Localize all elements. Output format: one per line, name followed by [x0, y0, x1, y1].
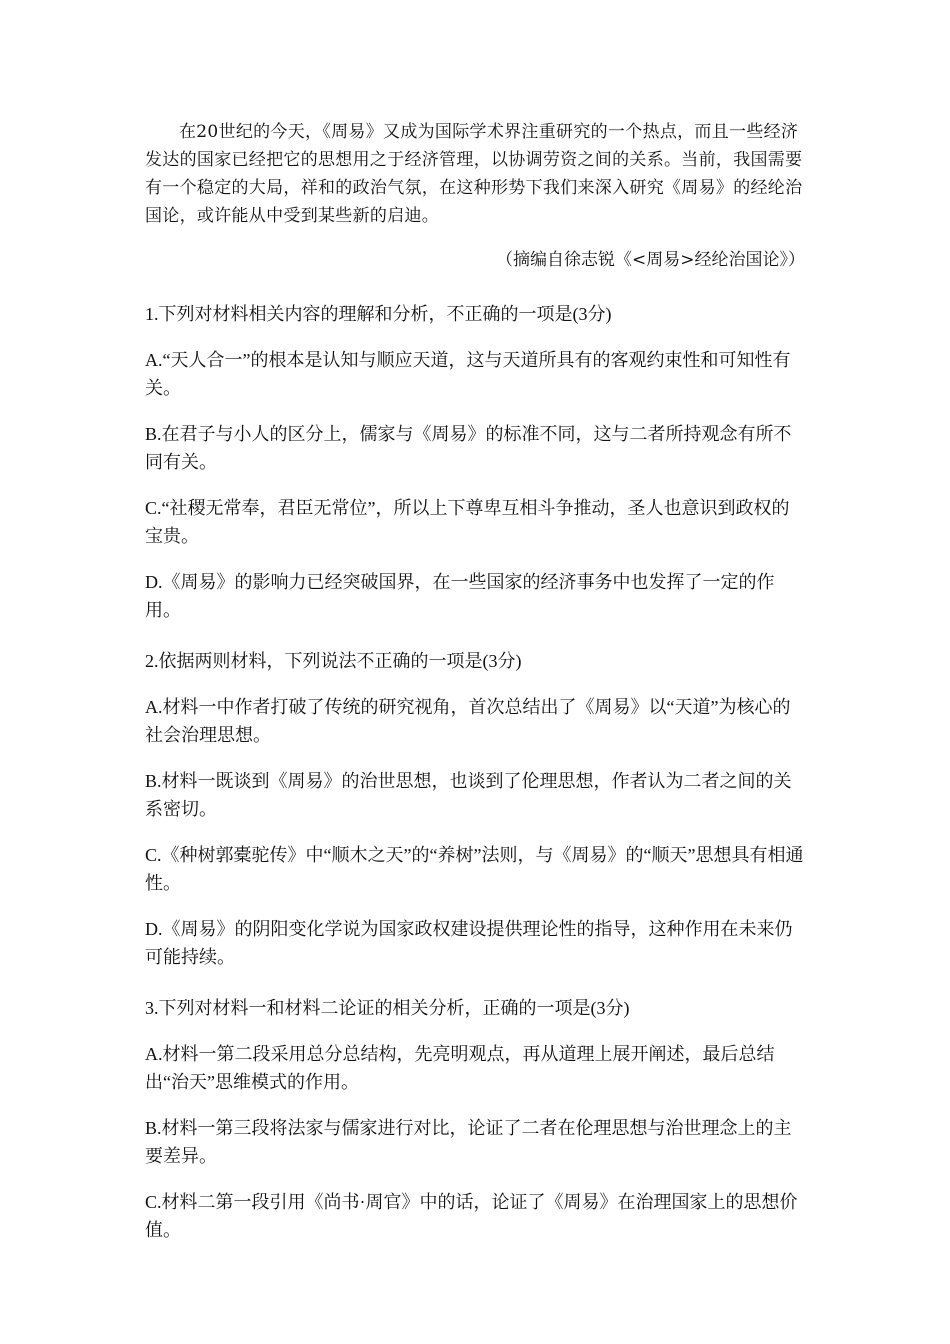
option-b: B.在君子与小人的区分上，儒家与《周易》的标准不同，这与二者所持观念有所不同有关。 — [145, 424, 792, 472]
option-d: D.《周易》的影响力已经突破国界，在一些国家的经济事务中也发挥了一定的作用。 — [145, 572, 775, 620]
option-b: B.材料一第三段将法家与儒家进行对比，论证了二者在伦理思想与治世理念上的主要差异。 — [145, 1118, 792, 1166]
option-c: C.材料二第一段引用《尚书·周官》中的话，论证了《周易》在治理国家上的思想价值。 — [145, 1192, 798, 1240]
question-2 — [145, 647, 805, 971]
question-stem: 1.下列对材料相关内容的理解和分析，不正确的一项是(3分) — [145, 304, 612, 324]
option-d: D.《周易》的阴阳变化学说为国家政权建设提供理论性的指导，这种作用在未来仍可能持续。 — [145, 919, 793, 967]
option-c: C.《种树郭橐驼传》中“顺木之天”的“养树”法则，与《周易》的“顺天”思想具有相通性。 — [145, 845, 804, 893]
option-b: B.材料一既谈到《周易》的治世思想，也谈到了伦理思想，作者认为二者之间的关系密切。 — [145, 771, 792, 819]
question-3 — [145, 994, 805, 1244]
option-a: A.“天人合一”的根本是认知与顺应天道，这与天道所具有的客观约束性和可知性有关。 — [145, 350, 791, 398]
option-a: A.材料一第二段采用总分总结构，先亮明观点，再从道理上展开阐述，最后总结出“治天”思维模式的作用。 — [145, 1044, 775, 1092]
option-c: C.“社稷无常奉，君臣无常位”，所以上下尊卑互相斗争推动，圣人也意识到政权的宝贵。 — [145, 498, 790, 546]
passage-paragraph: 在20世纪的今天，《周易》又成为国际学术界注重研究的一个热点，而且一些经济发达的国家已经把它的思想用之于经济管理，以协调劳资之间的关系。当前，我国需要有一个稳定的大局，祥和的政治气氛，在这种形势下我们来深入研究《周易》的经纶治国论，或许能从中受到某些新的启迪。 — [145, 122, 803, 226]
document-page — [145, 118, 805, 1244]
question-stem: 3.下列对材料一和材料二论证的相关分析，正确的一项是(3分) — [145, 998, 630, 1018]
passage-source: （摘编自徐志锐《<周易>经纶治国论》） — [496, 250, 805, 270]
option-a: A.材料一中作者打破了传统的研究视角，首次总结出了《周易》以“天道”为核心的社会治理思想。 — [145, 697, 791, 745]
question-stem: 2.依据两则材料，下列说法不正确的一项是(3分) — [145, 651, 522, 671]
question-1 — [145, 300, 805, 624]
